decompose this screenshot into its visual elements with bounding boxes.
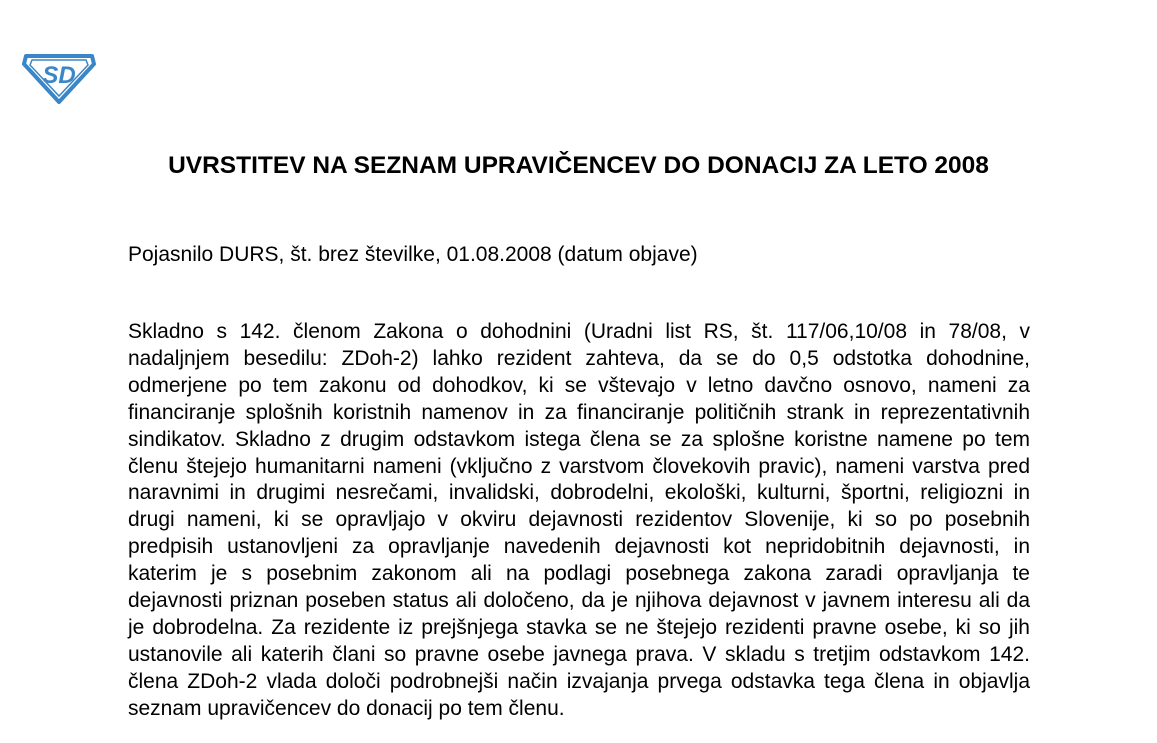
page-title: UVRSTITEV NA SEZNAM UPRAVIČENCEV DO DONACIJ ZA LETO 2008 xyxy=(168,152,989,179)
logo xyxy=(22,50,96,104)
body-paragraph: Skladno s 142. členom Zakona o dohodnini (Uradni list RS, št. 117/06,10/08 in 78/08, v nadaljnjem besedilu: ZDoh-2) lahko rezident zahteva, da se do 0,5 odstotka dohodnine, odmerjene po tem zakonu od dohodkov, ki se vštevajo v letno davčno osnovo, nameni za financiranje splošnih koristnih namenov in za financiranje političnih strank in reprezentativnih sindikatov. Skladno z drugim odstavkom istega člena se za splošne koristne namene po tem členu štejejo humanitarni nameni (vključno z varstvom človekovih pravic), nameni varstva pred naravnimi in drugimi nesrečami, invalidski, dobrodelni, ekološki, kulturni, športni, religiozni in drugi nameni, ki se opravljajo v okviru dejavnosti rezidentov Slovenije, ki so po posebnih predpisih ustanovljeni za opravljanje navedenih dejavnosti kot nepridobitnih dejavnosti, in katerim je s posebnim zakonom ali na podlagi posebnega zakona zaradi opravljanja te dejavnosti priznan poseben status ali določeno, da je njihova dejavnost v javnem interesu ali da je dobrodelna. Za rezidente iz prejšnjega stavka se ne štejejo rezidenti pravne osebe, ki so jih ustanovile ali katerih člani so pravne osebe javnega prava. V skladu s tretjim odstavkom 142. člena ZDoh-2 vlada določi podrobnejši način izvajanja prvega odstavka tega člena in objavlja seznam upravičencev do donacij po tem členu. xyxy=(128,320,1030,720)
document-subtitle: Pojasnilo DURS, št. brez številke, 01.08.2008 (datum objave) xyxy=(128,243,698,266)
sd-logo-icon xyxy=(22,50,96,104)
logo-letters: SD xyxy=(42,62,76,89)
